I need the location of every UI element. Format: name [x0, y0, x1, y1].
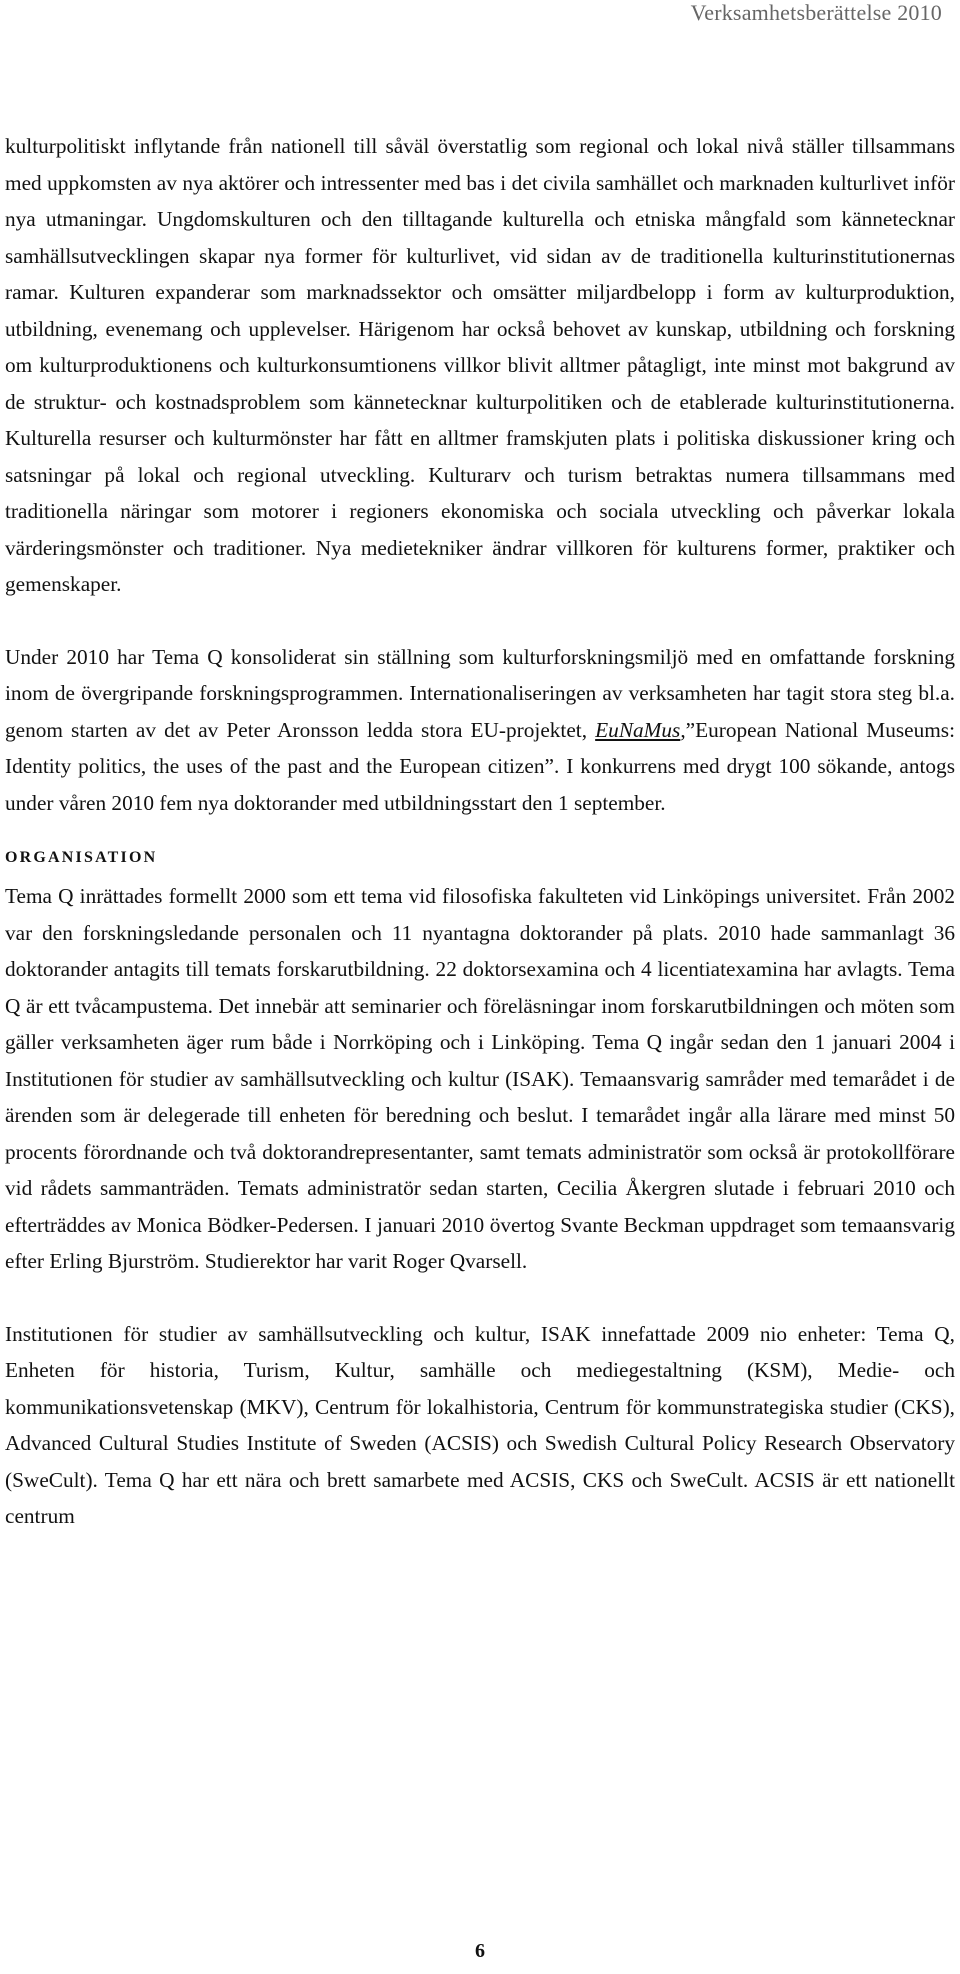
page-number: 6 — [475, 1940, 485, 1962]
paragraph-spacer — [5, 821, 955, 846]
document-body — [5, 128, 955, 1535]
paragraph-isak: Institutionen för studier av samhällsutveckling och kultur, ISAK innefattade 2009 nio enheter: Tema Q, Enheten för historia, Turism, Kultur, samhälle och mediegestaltning (KSM), Medie- och kommunikationsvetenskap (MKV), Centrum för lokalhistoria, Centrum för kommunstrategiska studier (CKS), Advanced Cultural Studies Institute of Sweden (ACSIS) och Swedish Cultural Policy Research Observatory (SweCult). Tema Q har ett nära och brett samarbete med ACSIS, CKS och SweCult. ACSIS är ett nationellt centrum — [5, 1321, 955, 1528]
eunamus-project-name: EuNaMus — [595, 717, 681, 742]
section-heading-organisation: ORGANISATION — [5, 849, 158, 866]
paragraph-organisation: Tema Q inrättades formellt 2000 som ett tema vid filosofiska fakulteten vid Linköpings universitet. Från 2002 var den forskningsledande personalen och 11 nyantagna doktorander på plats. 2010 hade sammanlagt 36 doktorander antagits till temats forskarutbildning. 22 doktorsexamina och 4 licentiatexamina har avlagts. Tema Q är ett tvåcampustema. Det innebär att seminarier och föreläsningar inom forskarutbildningen och möten som gäller verksamheten äger rum både i Norrköping och i Linköping. Tema Q ingår sedan den 1 januari 2004 i Institutionen för studier av samhällsutveckling och kultur (ISAK). Temaansvarig samråder med temarådet i de ärenden som är delegerade till enheten för beredning och beslut. I temarådet ingår alla lärare med minst 50 procents förordnande och två doktorandrepresentanter, samt temats administratör som också är protokollförare vid rådets sammanträden. Temats administratör sedan starten, Cecilia Åkergren slutade i februari 2010 och efterträddes av Monica Bödker-Pedersen. I januari 2010 övertog Svante Beckman uppdraget som temaansvarig efter Erling Bjurström. Studierektor har varit Roger Qvarsell. — [5, 884, 955, 1273]
paragraph-cultural-context: kulturpolitiskt inflytande från nationell till såväl överstatlig som regional och lokal nivå ställer tillsammans med uppkomsten av nya aktörer och intressenter med bas i det civila samhället och marknaden kulturlivet inför nya utmaningar. Ungdomskulturen och den tilltagande kulturella och etniska mångfald som kännetecknar samhällsutvecklingen skapar nya former för kulturlivet, vid sidan av de traditionella kulturinstitutionernas ramar. Kulturen expanderar som marknadssektor och omsätter miljardbelopp i form av kulturproduktion, utbildning, evenemang och upplevelser. Härigenom har också behovet av kunskap, utbildning och forskning om kulturproduktionens och kulturkonsumtionens villkor blivit alltmer påtagligt, inte minst mot bakgrund av de struktur- och kostnadsproblem som kännetecknar kulturpolitiken och de etablerade kulturinstitutionerna. Kulturella resurser och kulturmönster har fått en alltmer framskjuten plats i politiska diskussioner kring och satsningar på lokal och regional utveckling. Kulturarv och turism betraktas numera tillsammans med traditionella näringar som motorer i regioners ekonomiska och sociala utveckling och påverkar lokala värderingsmönster och traditioner. Nya medietekniker ändrar villkoren för kulturens former, praktiker och gemenskaper. — [5, 134, 955, 596]
paragraph-tema-q-2010 — [5, 639, 955, 822]
paragraph-text: ,”European National Museums: Identity politics, the uses of the past and the European citizen”. I konkurrens med drygt 100 sökande, antogs under våren 2010 fem nya doktorander med utbildningsstart den 1 september. — [5, 717, 956, 815]
paragraph-spacer — [5, 603, 955, 639]
paragraph-text: Under 2010 har Tema Q konsoliderat sin ställning som kulturforskningsmiljö med en omfattande forskning inom de övergripande forskningsprogrammen. Internationaliseringen av verksamheten har tagit stora steg bl.a. genom starten av det av Peter Aronsson ledda stora EU-projektet, — [5, 644, 955, 742]
paragraph-spacer — [5, 1280, 955, 1316]
running-header: Verksamhetsberättelse 2010 — [690, 0, 942, 25]
